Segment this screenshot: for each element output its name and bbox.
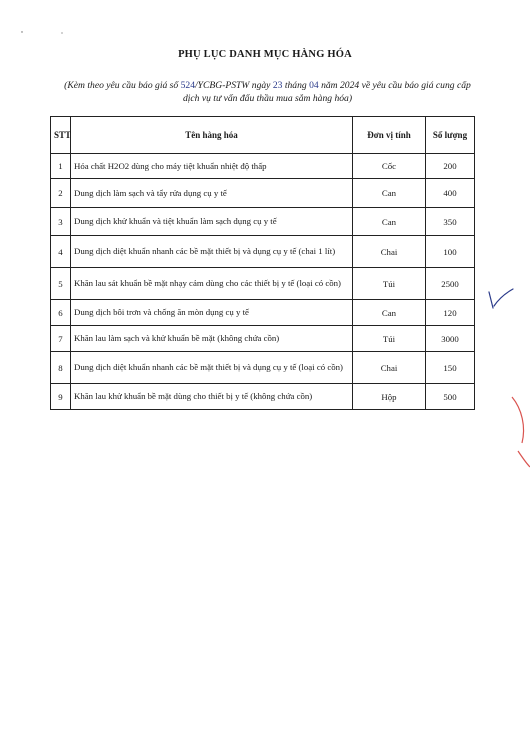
cell-qty: 500 (426, 384, 475, 410)
cell-name: Khăn lau làm sạch và khử khuẩn bề mặt (không chứa cồn) (71, 326, 353, 352)
table-row (51, 154, 475, 179)
cell-name: Khăn lau khử khuẩn bề mặt dùng cho thiết bị y tế (không chứa cồn) (71, 384, 353, 410)
cell-stt: 3 (51, 208, 71, 236)
cell-stt: 8 (51, 352, 71, 384)
cell-unit: Can (353, 208, 426, 236)
cell-name: Hóa chất H2O2 dùng cho máy tiệt khuẩn nhiệt độ thấp (71, 154, 353, 179)
cell-stt: 1 (51, 154, 71, 179)
table-row (51, 236, 475, 268)
cell-unit: Túi (353, 268, 426, 300)
cell-qty: 3000 (426, 326, 475, 352)
red-stamp-edge (500, 395, 530, 475)
cell-unit: Túi (353, 326, 426, 352)
subtitle-mid: /YCBG-PSTW ngày (195, 80, 273, 91)
cell-stt: 7 (51, 326, 71, 352)
cell-stt: 2 (51, 179, 71, 208)
cell-qty: 400 (426, 179, 475, 208)
cell-unit: Cốc (353, 154, 426, 179)
table-row (51, 179, 475, 208)
cell-stt: 5 (51, 268, 71, 300)
cell-qty: 2500 (426, 268, 475, 300)
table-header-row (51, 117, 475, 154)
cell-name: Dung dịch khử khuẩn và tiệt khuẩn làm sạch dụng cụ y tế (71, 208, 353, 236)
cell-unit: Hộp (353, 384, 426, 410)
cell-name: Dung dịch bôi trơn và chống ăn mòn dụng cụ y tế (71, 300, 353, 326)
cell-unit: Chai (353, 352, 426, 384)
cell-name: Dung dịch làm sạch và tẩy rửa dụng cụ y tế (71, 179, 353, 208)
table-row (51, 268, 475, 300)
handwritten-day: 23 (272, 80, 283, 91)
cell-unit: Can (353, 179, 426, 208)
subtitle-line2: dịch vụ tư vấn đấu thầu mua sắm hàng hóa) (182, 93, 353, 104)
header-unit: Đơn vị tính (353, 117, 426, 154)
table-row (51, 352, 475, 384)
cell-stt: 4 (51, 236, 71, 268)
subtitle-suffix: năm 2024 về yêu cầu báo giá cung cấp (318, 80, 471, 91)
header-name: Tên hàng hóa (71, 117, 353, 154)
table-row (51, 300, 475, 326)
handwritten-check-mark (486, 286, 516, 316)
handwritten-month: 04 (309, 80, 319, 91)
cell-name: Khăn lau sát khuẩn bề mặt nhạy cảm dùng cho các thiết bị y tế (loại có cồn) (71, 268, 353, 300)
cell-stt: 6 (51, 300, 71, 326)
cell-unit: Chai (353, 236, 426, 268)
cell-unit: Can (353, 300, 426, 326)
cell-qty: 120 (426, 300, 475, 326)
cell-qty: 350 (426, 208, 475, 236)
header-qty: Số lượng (426, 117, 475, 154)
subtitle-month-label: tháng (282, 80, 310, 91)
table-row (51, 326, 475, 352)
cell-qty: 200 (426, 154, 475, 179)
handwritten-doc-number: 524 (180, 80, 195, 91)
cell-qty: 100 (426, 236, 475, 268)
table-row (51, 208, 475, 236)
page-title: PHỤ LỤC DANH MỤC HÀNG HÓA (178, 49, 352, 60)
cell-stt: 9 (51, 384, 71, 410)
document-subtitle (60, 79, 475, 105)
table-row (51, 384, 475, 410)
cell-name: Dung dịch diệt khuẩn nhanh các bề mặt thiết bị và dụng cụ y tế (chai 1 lít) (71, 236, 353, 268)
scan-specks (20, 28, 70, 38)
cell-name: Dung dịch diệt khuẩn nhanh các bề mặt thiết bị và dụng cụ y tế (loại có cồn) (71, 352, 353, 384)
goods-table (50, 116, 475, 410)
subtitle-prefix: (Kèm theo yêu cầu báo giá số (64, 80, 181, 91)
cell-qty: 150 (426, 352, 475, 384)
header-stt: STT (51, 117, 71, 154)
